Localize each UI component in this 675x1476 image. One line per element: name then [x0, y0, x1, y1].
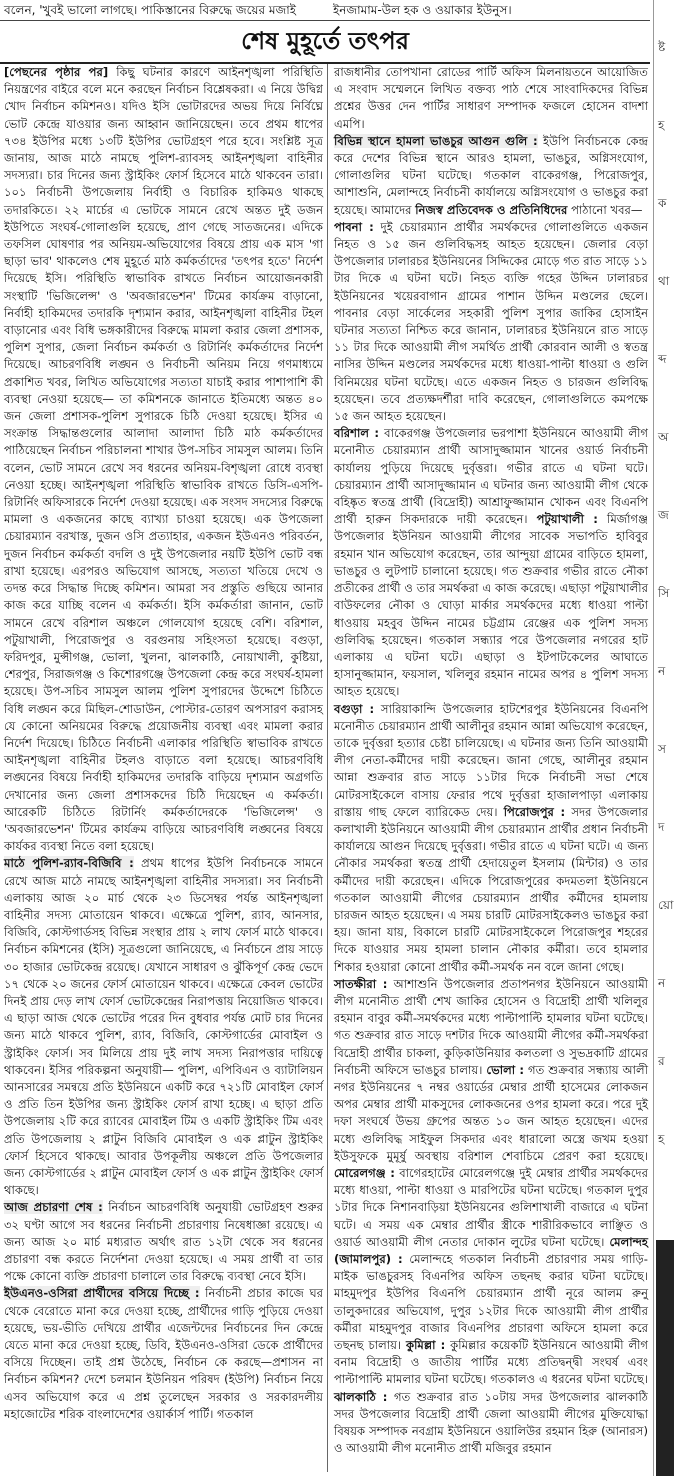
section-attacks-tail: পাঠানো খবর—	[571, 202, 643, 217]
dateline-bhola: ভোলা :	[486, 1062, 525, 1077]
report-satkhira-text: আশাশুনি উপজেলার প্রতাপনগর ইউনিয়নে আওয়ামী লীগ মনোনীত প্রার্থী শেখ জাকির হোসেন ও বিদ্রোহী প্রার্থী খলিলুর রহমান বাবুর কর্মী-সমর্থকদের মধ্যে পাল্টাপাল্টি হামলার ঘটনা ঘটেছে। গত শুক্রবার রাত সাড়ে দশটার দিকে আওয়ামী লীগের কর্মী-সমর্থকরা বিদ্রোহী প্রার্থীর চাকলা, কুড়িকাউনিয়ার কলতলা ও সুভদ্রকাটি গ্রামের নির্বাচনী অফিসে ভাঙচুর চালায়।	[334, 976, 648, 1077]
adjacent-column-glyph: দ	[658, 820, 665, 834]
adjacent-column-glyph: থা	[658, 274, 670, 288]
dateline-bogura: বগুড়া :	[334, 701, 375, 716]
column-divider	[327, 64, 328, 1472]
section-uno-oc-text: নির্বাচনী প্রচার কাজে ঘর থেকে বেরোতে মানা করে দেওয়া হচ্ছে, প্রার্থীদের গাড়ি পুড়িয়ে দেওয়া হয়েছে, ভয়-ভীতি দেখিয়ে প্রার্থীর এজেন্টদের নির্বাচনের দিন কেন্দ্রে যেতে মানা করে দেওয়া হচ্ছে, ডিবি, ইউএনও-ওসিরা ডেকে প্রার্থীদের বসিয়ে দিচ্ছেন। তাই প্রশ্ন উঠেছে, নির্বাচন কে করছে—প্রশাসন না নির্বাচন কমিশন? দেশে চলমান ইউনিয়ন পরিষদ (ইউপি) নির্বাচন নিয়ে এসব অভিযোগ করে এ প্রশ্ন তুলেছেন সরকার ও সরকারদলীয় মহাজোটের শরিক বাংলাদেশের ওয়ার্কার্স পার্টি। গতকাল	[4, 1286, 324, 1421]
subheading-uno-oc: ইউএনও-ওসিরা প্রার্থীদের বসিয়ে দিচ্ছে :	[4, 1286, 200, 1301]
intro-text: কিছু ঘটনার কারণে আইনশৃঙ্খলা পরিস্থিতি নিয়ন্ত্রণের বাইরে বলে মনে করছেন নির্বাচন বিশ্লেষকরা। এ নিয়ে উদ্বিগ্ন খোদ নির্বাচন কমিশনও। যদিও ইসি ভোটারদের অভয় দিয়ে নির্বিঘ্নে ভোট কেন্দ্রে যাওয়ার জন্য আহ্বান জানিয়েছেন। তবে প্রথম ধাপের ৭৩৪ ইউপির মধ্যে ১৩টি ইউপির ভোটগ্রহণ পরে হবে। সংশ্লিষ্ট সূত্র জানায়, আজ মাঠে নামছে পুলিশ-র‌্যাবসহ আইনশৃঙ্খলা বাহিনীর সদস্যরা। চার দিনের জন্য স্ট্রাইকিং ফোর্স হিসেবে মাঠে থাকবেন তারা। ১০১ নির্বাচনী উপজেলায় নির্বাহী ও বিচারিক হাকিমও থাকছে তদারকিতে। ২২ মার্চের এ ভোটকে সামনে রেখে অন্তত দুই ডজন ইউপিতে সংঘর্ষ-গোলাগুলি হয়েছে, প্রাণ গেছে সাতজনের। এদিকে তফসিল ঘোষণার পর অনিয়ম-অভিযোগের বিষয়ে প্রায় এক মাস 'গা ছাড়া ভাব' থাকলেও শেষ মুহূর্তে মাঠ কর্মকর্তাদের 'তৎপর হতে' নির্দেশ দিয়েছে ইসি। পরিস্থিতি স্বাভাবিক রাখতে নির্বাচন আয়োজনকারী সংস্থাটি 'ভিজিলেন্স' ও 'অবজারভেশন' টিমের কার্যক্রম বাড়ানো, নির্বাহী হাকিমদের তদারকি দৃশ্যমান করার, আইনশৃঙ্খলা বাহিনীর টহল বাড়ানোর এবং বিধি ভঙ্গকারীদের বিরুদ্ধে মামলা করার জেলা প্রশাসক, পুলিশ সুপার, জেলা নির্বাচন কর্মকর্তা ও রিটার্নিং কর্মকর্তাদের নির্দেশ দিয়েছে। আচরণবিধি লঙ্ঘন ও নির্বাচনী অনিয়ম নিয়ে গণমাধ্যমে প্রকাশিত খবর, লিখিত অভিযোগের সত্যতা যাচাই করার পাশাপাশি কী ব্যবস্থা নেওয়া হয়েছে— তা কমিশনকে জানাতে ইতিমধ্যে অন্তত ৪০ জন জেলা প্রশাসক-পুলিশ সুপারকে চিঠি দেওয়া হয়েছে। ইসির এ সংক্রান্ত সিদ্ধান্তগুলোর আলাদা আলাদা চিঠি মাঠ কর্মকর্তাদের পাঠিয়েছেন নির্বাচন পরিচালনা শাখার উপ-সচিব সামসুল আলম। তিনি বলেন, ভোট সামনে রেখে সব ধরনের অনিয়ম-বিশৃঙ্খলা রোধে ব্যবস্থা নেওয়া হচ্ছে। আইনশৃঙ্খলা পরিস্থিতি স্বাভাবিক রাখতে ডিসি-এসপি-রিটার্নিং অফিসারকে নির্দেশ দেওয়া হয়েছে। এক সংসদ সদস্যের বিরুদ্ধে মামলা ও একজনের কাছে ব্যাখ্যা চাওয়া হয়েছে। এক উপজেলা চেয়ারম্যান বরখাস্ত, দুজন ওসি প্রত্যাহার, একজন ইউএনও পরিবর্তন, দুজন নির্বাচন কর্মকর্তা বদলি ও দুই উপজেলার নয়টি ইউপি ভোট বন্ধ রাখা হয়েছে। এরপরও অভিযোগ আসছে, সত্যতা খতিয়ে দেখে ও তদন্ত করে সিদ্ধান্ত দিচ্ছে কমিশন। আমরা সব প্রস্তুতি গুছিয়ে আনার কাজ করে যাচ্ছি বলেন এ কর্মকর্তা। ইসি কর্মকর্তারা জানান, ভোট সামনে রেখে বরিশাল অঞ্চলে গোলযোগ হয়েছে বেশি। বরিশাল, পটুয়াখালী, পিরোজপুর ও বরগুনায় সহিংসতা হয়েছে। বগুড়া, ফরিদপুর, মুন্সীগঞ্জ, ভোলা, খুলনা, ঝালকাঠি, নোয়াখালী, কুষ্টিয়া, শেরপুর, সিরাজগঞ্জ ও কিশোরগঞ্জে উপজেলা কেন্দ্র করে সংঘর্ষ-হামলা হয়েছে। উপ-সচিব সামসুল আলম পুলিশ সুপারদের উদ্দেশে চিঠিতে বিধি লঙ্ঘন করে মিছিল-শোডাউন, পোস্টার-তোরণ অপসারণ করাসহ যে কোনো অনিয়মের বিরুদ্ধে প্রয়োজনীয় ব্যবস্থা এবং মামলা করার নির্দেশ দিয়েছে। চিঠিতে নির্বাচনী এলাকার পরিস্থিতি স্বাভাবিক রাখতে আইনশৃঙ্খলা বাহিনীর টহলও বাড়াতে বলা হয়েছে। আচরণবিধি লঙ্ঘনের বিষয়ে নির্বাহী হাকিমদের তদারকি বাড়িয়ে দৃশ্যমান অগ্রগতি দেখানোর জন্য জেলা প্রশাসকদের চিঠি দিয়েছেন এ কর্মকর্তা। আরেকটি চিঠিতে রিটার্নিং কর্মকর্তাদেরকে 'ভিজিলেন্স' ও 'অবজারভেশন' টিমের কার্যক্রম বাড়িয়ে আচরণবিধি লঙ্ঘনের বিষয়ে কার্যকর ব্যবস্থা নিতে বলা হয়েছে।	[4, 65, 323, 854]
section-uno-oc	[4, 1285, 323, 1423]
continuation-tag: [পেছনের পৃষ্ঠার পর]	[4, 65, 109, 79]
article-column-right	[334, 64, 648, 1457]
previous-article-strip	[0, 0, 650, 21]
adjacent-dark-bar	[656, 1240, 674, 1476]
report-bogura-text: সারিয়াকান্দি উপজেলার হাটশেরপুর ইউনিয়নের বিএনপি মনোনীত চেয়ারম্যান প্রার্থী আলীনুর রহমান আন্না অভিযোগ করেছেন, তাকে দুর্বৃত্তরা হত্যার চেষ্টা চালিয়েছে। এ ঘটনার জন্য তিনি আওয়ামী লীগ নেতা-কর্মীদের দায়ী করেছেন। জানা গেছে, আলীনুর রহমান আন্না শুক্রবার রাত সাড়ে ১১টার দিকে নির্বাচনী সভা শেষে মোটরসাইকেলে বাসায় ফেরার পথে দুর্বৃত্তরা হাজালপাড়া এলাকায় রাস্তায় গাছ ফেলে ব্যারিকেড দেয়।	[334, 701, 649, 819]
previous-article-tail-left: বলেন, 'খুবই ভালো লাগছে। পাকিস্তানের বিরুদ্ধে জয়ের মজাই	[4, 3, 296, 17]
adjacent-column-glyph: র	[658, 1054, 665, 1068]
adjacent-column-glyph: ন	[658, 976, 666, 990]
dateline-pabna: পাবনা :	[334, 219, 374, 234]
reporters-credit: নিজস্ব প্রতিবেদক ও প্রতিনিধিদের	[415, 202, 568, 217]
adjacent-column-glyph: স	[658, 742, 666, 756]
report-patuakhali-text: মির্জাগঞ্জ উপজেলার ইউনিয়ন আওয়ামী লীগের সাবেক সভাপতি হাবিবুর রহমান খান অভিযোগ করেছেন, তার আন্দুয়া গ্রামের বাড়িতে হামলা, ভাঙচুর ও লুটপাট চালানো হয়েছে। গত শুক্রবার গভীর রাতে নৌকা প্রতীকের প্রার্থী ও তার সমর্থকরা এ কাজ করেছে। এছাড়া পটুয়াখালীর বাউফলের নৌকা ও ঘোড়া মার্কার সমর্থকদের মধ্যে ধাওয়া পাল্টা ধাওয়ায় মহবুব উদ্দিন নামের চট্টগ্রাম রেঞ্জের এক পুলিশ সদস্য গুলিবিদ্ধ হয়েছেন। গতকাল সন্ধ্যার পরে উপজেলার নগরের হাট এলাকায় এ ঘটনা ঘটে। এছাড়া ও ইটপাটকেলের আঘাতে হাসানুজ্জামান, ফয়সাল, খলিলুর রহমান নামের অপর ৪ পুলিশ সদস্য আহত হয়েছে।	[334, 512, 648, 699]
adjacent-column-glyph: হ	[658, 1132, 665, 1146]
report-jhalokathi-text: গত শুক্রবার রাত ১০টায় সদর উপজেলার ঝালকাঠি সদর উপজেলার বিদ্রোহী প্রার্থী জেলা আওয়ামী লীগের মুক্তিযোদ্ধা বিষয়ক সম্পাদক নবগ্রাম ইউনিয়নে ওয়ালিউর রহমান হিরু (আনারস) ও আওয়ামী লীগ মনোনীত প্রার্থী মজিবুর রহমান	[334, 1389, 648, 1456]
report-cumilla-text: কুমিল্লার কয়েকটি ইউনিয়নে আওয়ামী লীগ বনাম বিদ্রোহী ও জাতীয় পার্টির মধ্যে প্রতিদ্বন্দ্বী সংঘর্ষ এবং পাল্টাপাল্টি মামলার ঘটনা ঘটেছে। গতকালও এ ধরনের ঘটনা ঘটেছে।	[334, 1338, 649, 1387]
adjacent-column-glyph: জ	[658, 508, 669, 522]
report-satkhira	[334, 976, 648, 1458]
adjacent-column-glyph: ব্দ	[658, 352, 667, 366]
adjacent-column-glyph: অ	[658, 430, 669, 444]
adjacent-column-glyph: ক	[658, 196, 667, 210]
adjacent-column-glyph: য়ো	[658, 898, 674, 912]
report-pabna-text: দুই চেয়ারম্যান প্রার্থীর সমর্থকদের গোলাগুলিতে একজন নিহত ও ১৫ জন গুলিবিদ্ধসহ আহত হয়েছেন। জেলার বেড়া উপজেলার ঢালারচর ইউনিয়নের সিদ্দিকের মোড়ে গত রাত সাড়ে ১১ টার দিকে এ ঘটনা ঘটে। নিহত ব্যক্তি গহের উদ্দিন ঢালারচর ইউনিয়নের খয়েরবাগান গ্রামের পাশান উদ্দিন মণ্ডলের ছেলে। পাবনার বেড়া সার্কেলের সহকারী পুলিশ সুপার জাকির হোসাইন ঘটনার সত্যতা নিশ্চিত করে জানান, ঢালারচর ইউনিয়নে রাত সাড়ে ১১ টার দিকে আওয়ামী লীগ সমর্থিত প্রার্থী কোরবান আলী ও স্বতন্ত্র নাসির উদ্দিন মণ্ডলের সমর্থকদের মধ্যে ধাওয়া-পাল্টা ধাওয়া ও গুলি বিনিময়ের ঘটনা ঘটেছে। এতে একজন নিহত ও চারজন গুলিবিদ্ধ হয়েছেন। তবে প্রত্যক্ষদর্শীরা দাবি করেছেন, গোলাগুলিতে কমপক্ষে ১৫ জন আহত হয়েছেন।	[334, 219, 649, 424]
subheading-field-forces: মাঠে পুলিশ-র‌্যাব-বিজিবি :	[4, 856, 134, 871]
adjacent-column-glyph: ষ্ট	[658, 40, 666, 54]
page-title: শেষ মুহূর্তে তৎপর	[0, 20, 650, 64]
adjacent-column-edge	[653, 0, 675, 1476]
report-pirojpur-text: সদর উপজেলার কলাখালী ইউনিয়নে আওয়ামী লীগ চেয়ারম্যান প্রার্থীর প্রধান নির্বাচনী কার্যালয়ে আগুন দিয়েছে দুর্বৃত্তরা। গভীর রাতে এ ঘটনা ঘটে। এ জন্য নৌকার সমর্থকরা স্বতন্ত্র প্রার্থী হেদায়েতুল ইসলাম (মিন্টার) ও তার কর্মীদের দায়ী করেছেন। এদিকে পিরোজপুরের কদমতলা ইউনিয়নে গতকাল আওয়ামী লীগের চেয়ারম্যান প্রার্থীর কর্মীদের হামলায় চারজন আহত হয়েছেন। এ সময় চারটি মোটরসাইকেলও ভাঙচুর করা হয়। জানা যায়, বিকালে চারটি মোটরসাইকেলে পিরোজপুর শহরের দিকে যাওয়ার সময় হামলা চালান নৌকার কর্মীরা। তবে হামলার শিকার হওয়ারা কোনো প্রার্থীর কর্মী-সমর্থক নন বলে জানা গেছে।	[334, 804, 649, 974]
intro-paragraph	[4, 64, 323, 855]
section-field-forces-text: প্রথম ধাপের ইউপি নির্বাচনকে সামনে রেখে আজ মাঠে নামছে আইনশৃঙ্খলা বাহিনীর সদস্যরা। সব নির্বাচনী এলাকায় আজ ২০ মার্চ থেকে ২৩ ডিসেম্বর পর্যন্ত আইনশৃঙ্খলা বাহিনীর সদস্য মোতায়েন থাকবে। এক্ষেত্রে পুলিশ, র‌্যাব, আনসার, বিজিবি, কোস্টগার্ডসহ বিভিন্ন সংস্থার প্রায় ২ লাখ ফোর্স মাঠে থাকবে। নির্বাচন কমিশনের (ইসি) সূত্রগুলো জানিয়েছে, এ নির্বাচনে প্রায় সাড়ে ৩০ হাজার ভোটকেন্দ্র রয়েছে। যেখানে সাধারণ ও ঝুঁকিপূর্ণ কেন্দ্র ভেদে ১৭ থেকে ২০ জনের ফোর্স মোতায়েন থাকবে। এক্ষেত্রে কেবল ভোটের দিনই প্রায় দেড় লাখ ফোর্স ভোটকেন্দ্রের নিরাপত্তায় নিয়োজিত থাকবে। এ ছাড়া আজ থেকে ভোটের পরের দিন বুধবার পর্যন্ত মোট চার দিনের জন্য মাঠে থাকবে পুলিশ, র‌্যাব, বিজিবি, কোস্টগার্ডের মোবাইল ও স্ট্রাইকিং ফোর্স। সব মিলিয়ে প্রায় দুই লাখ সদস্য নিরাপত্তার দায়িত্বে থাকবেন। ইসির পরিকল্পনা অনুযায়ী— পুলিশ, এপিবিএন ও ব্যাটালিয়ন আনসারের সমন্বয়ে প্রতি ইউনিয়নে একটি করে ৭২১টি মোবাইল ফোর্স ও প্রতি তিন ইউপির জন্য স্ট্রাইকিং ফোর্স রাখা হচ্ছে। এ ছাড়া প্রতি উপজেলায় ২টি করে র‌্যাবের মোবাইল টিম ও একটি স্ট্রাইকিং টিম এবং প্রতি উপজেলায় ২ প্লাটুন বিজিবি মোবাইল ও এক প্লাটুন স্ট্রাইকিং ফোর্স হিসেবে থাকছে। আবার উপকূলীয় অঞ্চলে প্রতি উপজেলার জন্য কোস্টগার্ডের ২ প্লাটুন মোবাইল ফোর্স ও এক প্লাটুন স্ট্রাইকিং ফোর্স থাকছে।	[4, 856, 323, 1198]
subheading-campaign-end: আজ প্রচারণা শেষ :	[4, 1200, 103, 1215]
dateline-jhalokathi: ঝালকাঠি :	[334, 1389, 388, 1404]
report-pabna	[334, 219, 648, 425]
adjacent-column-glyph: হ	[658, 118, 665, 132]
adjacent-column-glyph: সি	[658, 586, 670, 600]
dateline-barishal: বরিশাল :	[334, 426, 380, 441]
report-melandah-text: মেলান্দহে গতকাল নির্বাচনী প্রচারণার সময় গাড়ি-মাইক ভাঙচুরসহ বিএনপির অফিস তছনছ করার ঘটনা ঘটেছে। মাহমুদপুর ইউপির বিএনপি চেয়ারম্যান প্রার্থী নূরে আলম রুনু তালুকদারের অভিযোগ, দুপুর ১২টার দিকে আওয়ামী লীগ প্রার্থীর কর্মীরা মাহমুদপুর বাজার বিএনপির প্রচারণা অফিসে হামলা করে তছনছ চালায়।	[334, 1252, 648, 1353]
right-lead-paragraph: রাজধানীর তোপখানা রোডের পার্টি অফিস মিলনায়তনে আয়োজিত এ সংবাদ সম্মেলনে লিখিত বক্তব্য পাঠ শেষে সাংবাদিকদের বিভিন্ন প্রশ্নের উত্তর দেন পার্টির সাধারণ সম্পাদক ফজলে হোসেন বাদশা এমপি।	[334, 65, 648, 131]
dateline-satkhira: সাতক্ষীরা :	[334, 976, 388, 991]
article-column-left	[4, 64, 323, 1423]
dateline-morelganj: মোরেলগঞ্জ :	[334, 1166, 395, 1180]
dateline-pirojpur: পিরোজপুর :	[503, 804, 566, 819]
report-morelganj-text: বাগেরহাটের মোরেলগঞ্জে দুই মেম্বার প্রার্থীর সমর্থকদের মধ্যে ধাওয়া, পাল্টা ধাওয়া ও মারপিটের ঘটনা ঘটেছে। গতকাল দুপুর ১টার দিকে নিশানবাড়িয়া ইউনিয়নের গুলিশাখালী বাজারে এ ঘটনা ঘটে। এ সময় এক মেম্বার প্রার্থীর স্ত্রীকে শারীরিকভাবে লাঞ্ছিত ও ওয়ার্ড আওয়ামী লীগ নেতার দোকান লুটের ঘটনা ঘটেছে।	[334, 1166, 648, 1249]
dateline-patuakhali: পটুয়াখালী :	[536, 512, 598, 527]
adjacent-column-glyph: ন	[658, 664, 666, 678]
dateline-melandah: মেলান্দহ (জামালপুর) :	[334, 1234, 648, 1267]
section-campaign-end	[4, 1199, 323, 1285]
section-attacks-text: ইউপি নির্বাচনকে কেন্দ্র করে দেশের বিভিন্ন স্থানে আরও হামলা, ভাঙচুর, অগ্নিসংযোগ, গোলাগুলির ঘটনা ঘটেছে। গতকাল বাকেরগঞ্জ, পিরোজপুর, আশাশুনি, মেলান্দহে নির্বাচনী কার্যালয়ে অগ্নিসংযোগ ও ভাঙচুর করা হয়েছে। আমাদের	[334, 133, 649, 217]
section-campaign-end-text: নির্বাচন আচরণবিধি অনুযায়ী ভোটগ্রহণ শুরুর ৩২ ঘণ্টা আগে সব ধরনের নির্বাচনী প্রচারণায় নিষেধাজ্ঞা রয়েছে। এ জন্য আজ ২০ মার্চ মধ্যরাত অর্থাৎ রাত ১২টা থেকে সব ধরনের প্রচারণা বন্ধ করতে নির্দেশনা দেওয়া হয়েছে। এ সময় প্রার্থী বা তার পক্ষে কোনো ব্যক্তি প্রচারণা চালালে তার বিরুদ্ধে ব্যবস্থা নেবে ইসি।	[4, 1200, 323, 1284]
report-bhola-text: গত শুক্রবার সন্ধ্যায় আলী নগর ইউনিয়নের ৭ নম্বর ওয়ার্ডের মেম্বার প্রার্থী হাসেমের লোকজন অপর মেম্বার প্রার্থী মাকসুদের লোকজনের ওপর হামলা করে। পরে দুই দফা সংঘর্ষে উভয় গ্রুপের অন্তত ১০ জন আহত হয়েছেন। এদের মধ্যে গুলিবিদ্ধ সাইফুল সিকদার এবং ধারালো অস্ত্রে জখম হওয়া ইউসুফকে মুমূর্ষু অবস্থায় বরিশাল শেবাচিমে প্রেরণ করা হয়েছে।	[334, 1062, 649, 1163]
subheading-attacks: বিভিন্ন স্থানে হামলা ভাঙচুর আগুন গুলি :	[334, 133, 538, 148]
dateline-cumilla: কুমিল্লা :	[405, 1338, 446, 1353]
previous-article-tail-right: ইনজামাম-উল হক ও ওয়াকার ইউনুস।	[333, 3, 512, 17]
section-attacks	[334, 133, 648, 219]
section-field-forces	[4, 855, 323, 1199]
report-barishal-text: বাকেরগঞ্জ উপজেলার ভরপাশা ইউনিয়নে আওয়ামী লীগ মনোনীত চেয়ারম্যান প্রার্থী আসাদুজ্জামান খানের ওয়ার্ড নির্বাচনী কার্যালয় পুড়িয়ে দিয়েছে দুর্বৃত্তরা। গভীর রাতে এ ঘটনা ঘটে। চেয়ারম্যান প্রার্থী আসাদুজ্জামান এ ঘটনার জন্য আওয়ামী লীগ থেকে বহিষ্কৃত স্বতন্ত্র প্রার্থী (বিদ্রোহী) আশ্রাফুজ্জামান খোকন এবং বিএনপি প্রার্থী হারুন সিকদারকে দায়ী করেছেন।	[334, 426, 649, 527]
report-barishal	[334, 425, 648, 700]
report-bogura	[334, 701, 648, 976]
